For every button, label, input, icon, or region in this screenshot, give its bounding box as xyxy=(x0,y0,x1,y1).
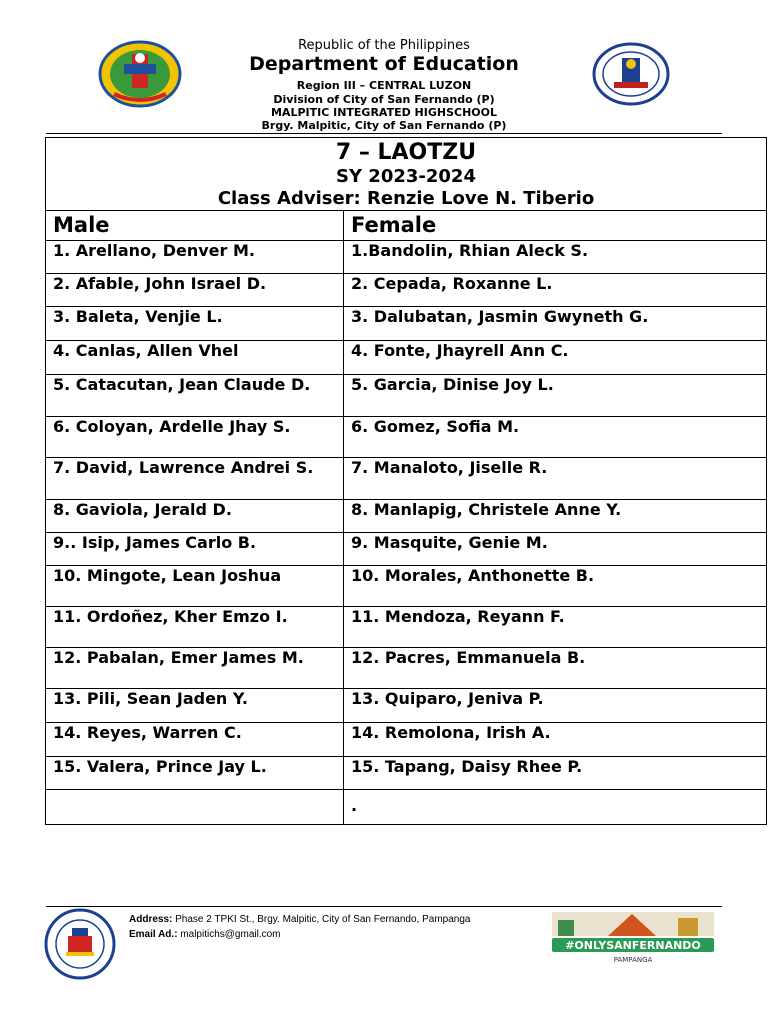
male-student-cell xyxy=(46,790,344,825)
female-student-cell: 1.Bandolin, Rhian Aleck S. xyxy=(344,241,767,274)
female-student-cell: . xyxy=(344,790,767,825)
male-student-cell: 2. Afable, John Israel D. xyxy=(46,274,344,307)
female-student-cell: 3. Dalubatan, Jasmin Gwyneth G. xyxy=(344,307,767,341)
male-student-cell: 6. Coloyan, Ardelle Jhay S. xyxy=(46,417,344,458)
female-student-cell: 2. Cepada, Roxanne L. xyxy=(344,274,767,307)
table-row xyxy=(46,648,767,689)
table-row xyxy=(46,790,767,825)
table-row xyxy=(46,241,767,274)
female-student-cell: 11. Mendoza, Reyann F. xyxy=(344,607,767,648)
footer-address xyxy=(129,914,470,925)
brand-subtext: PAMPANGA xyxy=(613,956,653,964)
male-student-cell: 7. David, Lawrence Andrei S. xyxy=(46,458,344,500)
class-roster-table xyxy=(45,137,767,825)
school-line: MALPITIC INTEGRATED HIGHSCHOOL xyxy=(270,106,498,119)
class-adviser: Class Adviser: Renzie Love N. Tiberio xyxy=(217,188,595,209)
male-student-cell: 1. Arellano, Denver M. xyxy=(46,241,344,274)
title-cell xyxy=(46,138,767,211)
female-student-cell: 12. Pacres, Emmanuela B. xyxy=(344,648,767,689)
column-header-row xyxy=(46,211,767,241)
email-label: Email Ad.: xyxy=(129,929,178,940)
female-student-cell: 9. Masquite, Genie M. xyxy=(344,533,767,566)
table-row xyxy=(46,723,767,757)
brand-text: #ONLYSANFERNANDO xyxy=(565,939,701,952)
table-row xyxy=(46,689,767,723)
title-row xyxy=(46,138,767,211)
barangay-line: Brgy. Malpitic, City of San Fernando (P) xyxy=(261,119,507,132)
table-row xyxy=(46,566,767,607)
male-student-cell: 12. Pabalan, Emer James M. xyxy=(46,648,344,689)
female-column-header: Female xyxy=(344,211,767,241)
email-value: malpitichs@gmail.com xyxy=(180,929,281,940)
male-student-cell: 9.. Isip, James Carlo B. xyxy=(46,533,344,566)
table-row xyxy=(46,458,767,500)
male-student-cell: 3. Baleta, Venjie L. xyxy=(46,307,344,341)
female-student-cell: 4. Fonte, Jhayrell Ann C. xyxy=(344,341,767,375)
footer-divider xyxy=(46,906,722,907)
male-student-cell: 15. Valera, Prince Jay L. xyxy=(46,757,344,790)
male-student-cell: 5. Catacutan, Jean Claude D. xyxy=(46,375,344,417)
footer-email xyxy=(129,929,281,940)
table-row xyxy=(46,533,767,566)
address-value: Phase 2 TPKI St., Brgy. Malpitic, City of San Fernando, Pampanga xyxy=(175,914,471,925)
school-year: SY 2023-2024 xyxy=(336,166,476,187)
female-student-cell: 14. Remolona, Irish A. xyxy=(344,723,767,757)
female-student-cell: 7. Manaloto, Jiselle R. xyxy=(344,458,767,500)
division-line: Division of City of San Fernando (P) xyxy=(273,93,495,106)
school-seal-icon xyxy=(44,908,116,980)
male-student-cell: 4. Canlas, Allen Vhel xyxy=(46,341,344,375)
republic-heading: Republic of the Philippines xyxy=(298,38,470,53)
male-student-cell: 8. Gaviola, Jerald D. xyxy=(46,500,344,533)
table-row xyxy=(46,757,767,790)
female-student-cell: 13. Quiparo, Jeniva P. xyxy=(344,689,767,723)
female-student-cell: 8. Manlapig, Christele Anne Y. xyxy=(344,500,767,533)
table-row xyxy=(46,500,767,533)
header-divider xyxy=(46,133,722,134)
address-label: Address: xyxy=(129,914,173,925)
female-student-cell: 15. Tapang, Daisy Rhee P. xyxy=(344,757,767,790)
table-row xyxy=(46,375,767,417)
female-student-cell: 6. Gomez, Sofia M. xyxy=(344,417,767,458)
female-student-cell: 10. Morales, Anthonette B. xyxy=(344,566,767,607)
table-row xyxy=(46,307,767,341)
table-row xyxy=(46,274,767,307)
class-name: 7 – LAOTZU xyxy=(335,140,477,165)
male-student-cell: 11. Ordoñez, Kher Emzo I. xyxy=(46,607,344,648)
table-row xyxy=(46,417,767,458)
female-student-cell: 5. Garcia, Dinise Joy L. xyxy=(344,375,767,417)
table-row xyxy=(46,341,767,375)
male-student-cell: 14. Reyes, Warren C. xyxy=(46,723,344,757)
region-line: Region III – CENTRAL LUZON xyxy=(296,79,472,92)
department-heading: Department of Education xyxy=(249,53,519,75)
male-column-header: Male xyxy=(46,211,344,241)
male-student-cell: 13. Pili, Sean Jaden Y. xyxy=(46,689,344,723)
male-student-cell: 10. Mingote, Lean Joshua xyxy=(46,566,344,607)
only-san-fernando-logo-icon xyxy=(548,908,718,966)
table-row xyxy=(46,607,767,648)
